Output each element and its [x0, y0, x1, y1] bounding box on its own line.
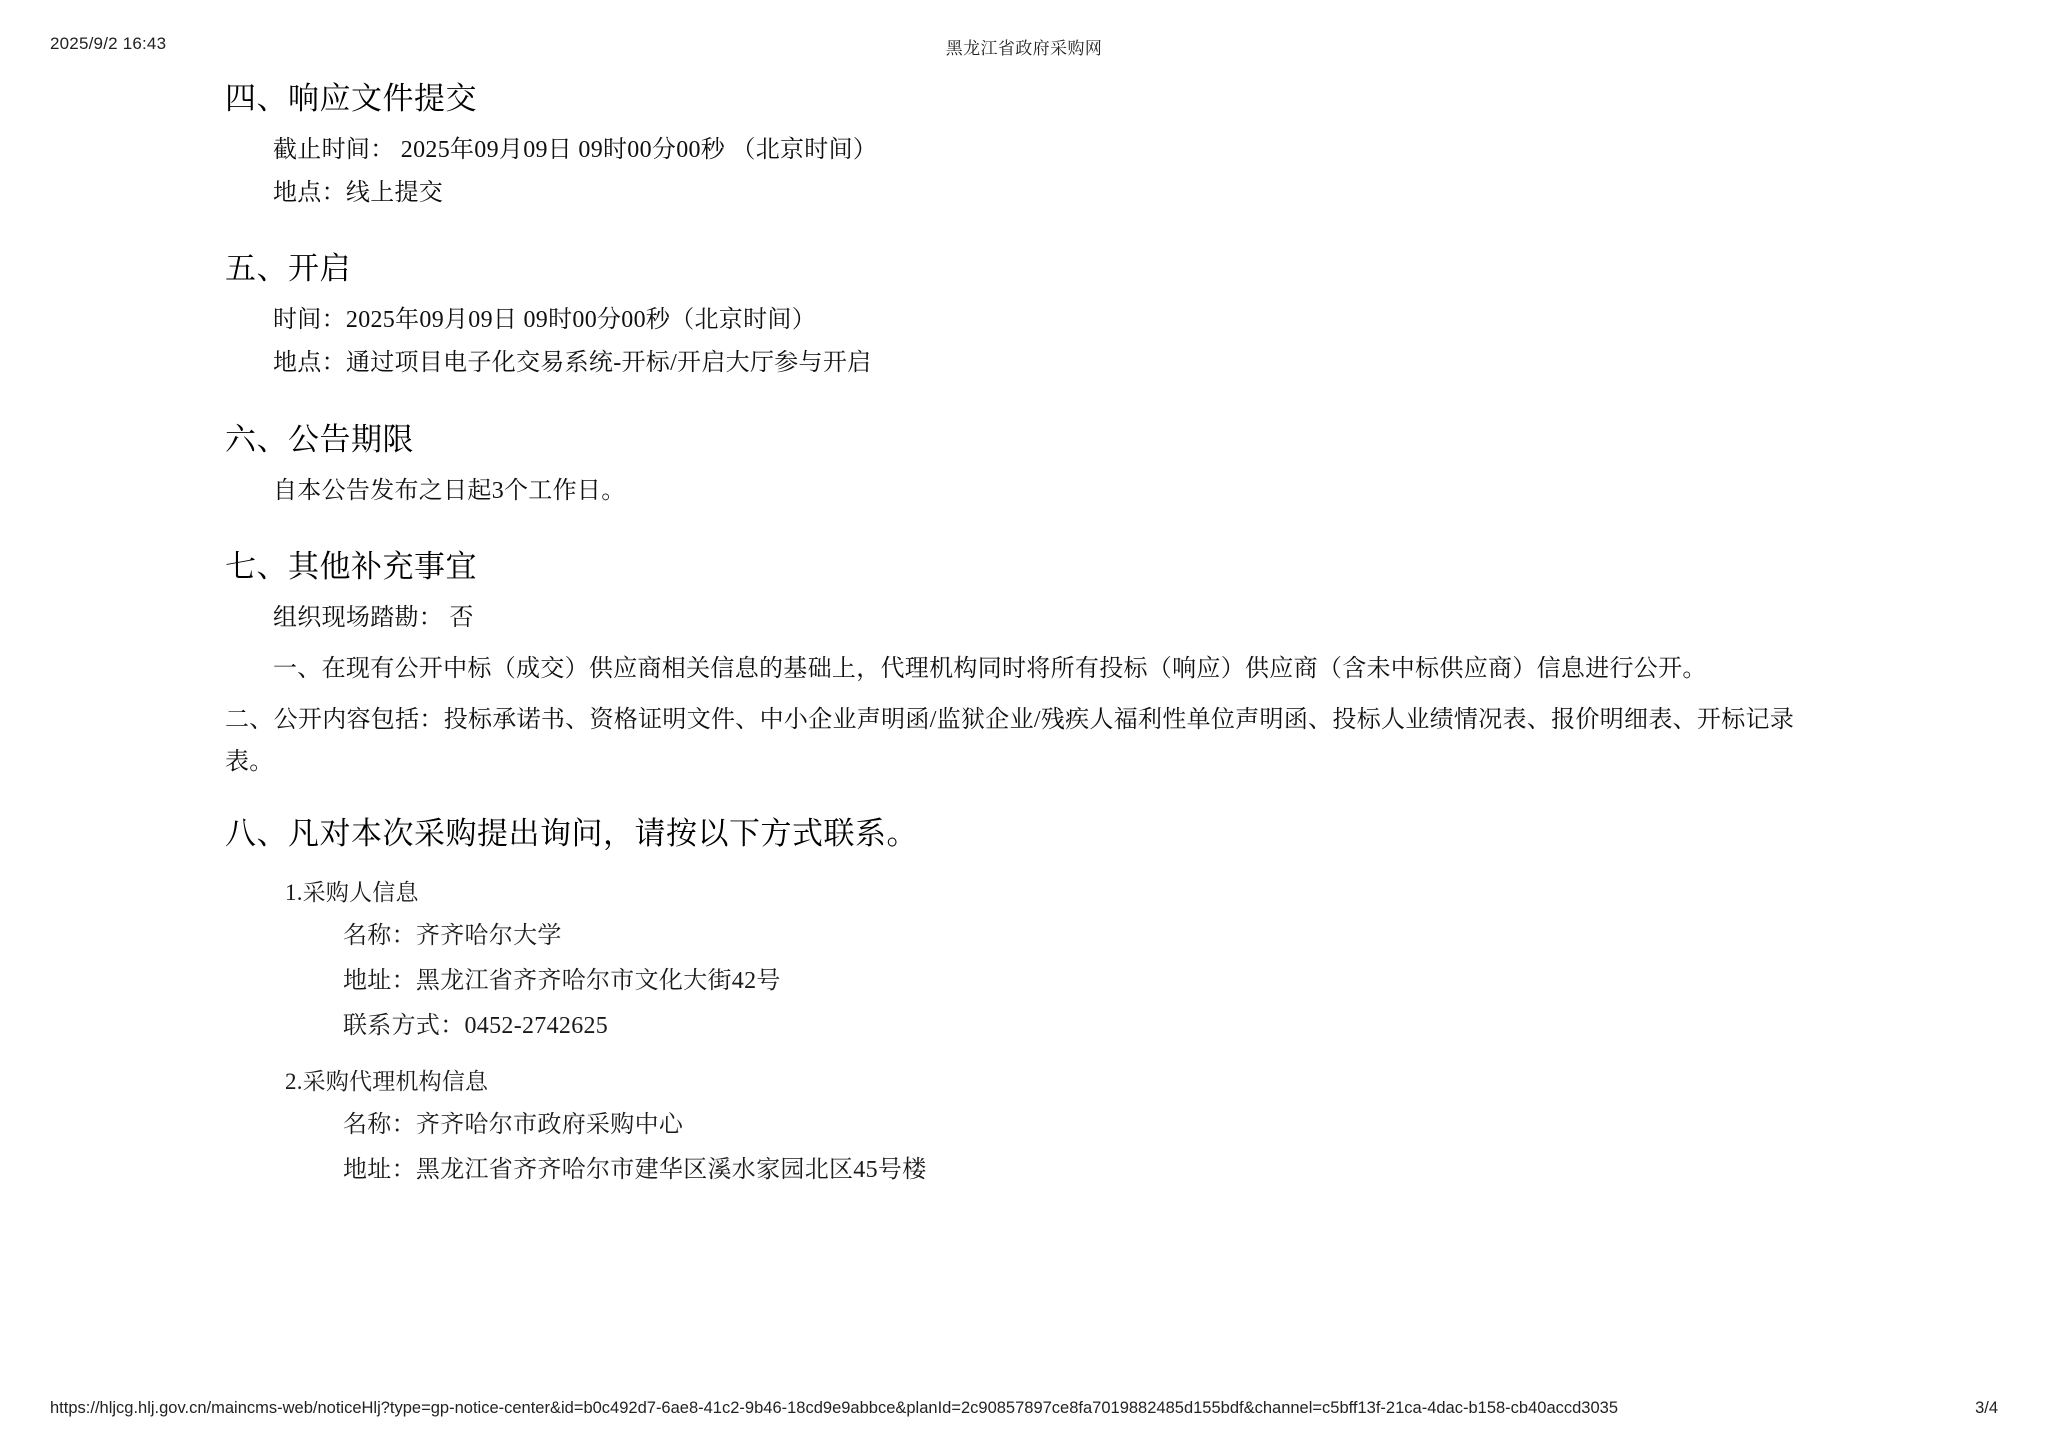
- section-6-text: 自本公告发布之日起3个工作日。: [273, 477, 626, 504]
- section-7-item-1: 一、在现有公开中标（成交）供应商相关信息的基础上，代理机构同时将所有投标（响应）供应商（含未中标供应商）信息进行公开。: [273, 655, 1707, 682]
- source-url[interactable]: https://hljcg.hlj.gov.cn/maincms-web/noticeHlj?type=gp-notice-center&id=b0c492d7-6ae8-41c2-9b46-18cd9e9abbce&planId=2c90857897ce8fa7019882485d155bdf&channel=c5bff13f-21ca-4dac-b158-cb40accd3035: [50, 1399, 1619, 1417]
- agency-name: 名称：齐齐哈尔市政府采购中心: [343, 1111, 684, 1138]
- buyer-info-heading: 1.采购人信息: [285, 879, 419, 905]
- print-footer: [0, 1399, 2048, 1421]
- section-5-place: 地点：通过项目电子化交易系统-开标/开启大厅参与开启: [273, 350, 872, 377]
- buyer-name: 名称：齐齐哈尔大学: [343, 922, 562, 949]
- document-content: [0, 78, 2048, 1225]
- site-name: 黑龙江省政府采购网: [945, 39, 1103, 58]
- section-5-title: 五、开启: [225, 251, 351, 287]
- section-5-time: 时间：2025年09月09日 09时00分00秒（北京时间）: [273, 307, 816, 334]
- buyer-address: 地址：黑龙江省齐齐哈尔市文化大街42号: [343, 967, 781, 994]
- section-4-deadline: 截止时间： 2025年09月09日 09时00分00秒 （北京时间）: [273, 136, 878, 163]
- buyer-contact: 联系方式：0452-2742625: [343, 1013, 609, 1040]
- print-timestamp: 2025/9/2 16:43: [50, 34, 167, 53]
- section-7-site-survey: 组织现场踏勘： 否: [273, 604, 474, 631]
- page-number: 3/4: [1975, 1399, 1998, 1417]
- section-6-title: 六、公告期限: [225, 421, 414, 457]
- section-4-title: 四、响应文件提交: [225, 81, 477, 116]
- section-7-item-2: 二、公开内容包括：投标承诺书、资格证明文件、中小企业声明函/监狱企业/残疾人福利性单位声明函、投标人业绩情况表、报价明细表、开标记录表。: [225, 707, 1795, 775]
- section-4-place: 地点：线上提交: [273, 180, 444, 207]
- agency-info-heading: 2.采购代理机构信息: [285, 1068, 489, 1094]
- agency-address: 地址：黑龙江省齐齐哈尔市建华区溪水家园北区45号楼: [343, 1156, 927, 1183]
- section-other-matters: [225, 546, 1823, 783]
- print-header: [0, 34, 2048, 58]
- section-8-title: 八、凡对本次采购提出询问，请按以下方式联系。: [225, 815, 918, 851]
- section-announcement-period: [225, 419, 1823, 512]
- section-7-title: 七、其他补充事宜: [225, 548, 477, 584]
- section-response-file-submission: [225, 78, 1823, 214]
- section-opening: [225, 248, 1823, 384]
- section-contact: [225, 813, 1823, 1191]
